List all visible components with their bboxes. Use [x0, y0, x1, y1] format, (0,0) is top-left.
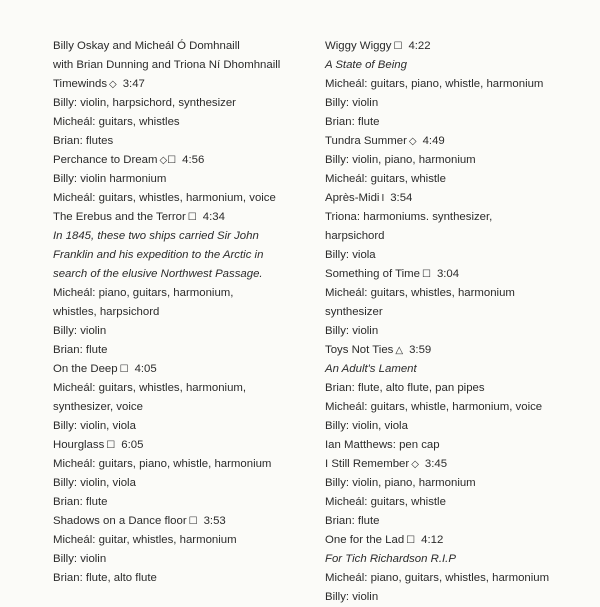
track-symbol-icon: ☐ — [421, 269, 431, 280]
credit-line: Brian: flute — [53, 344, 108, 356]
track-hourglass — [53, 436, 315, 512]
credit-line: Micheál: piano, guitars, whistles, harmonium — [325, 572, 550, 584]
track-title-line — [53, 360, 315, 379]
track-tundra-summer — [325, 132, 590, 189]
credit-line: Ian Matthews: pen cap — [325, 439, 440, 451]
track-duration: 4:22 — [408, 40, 431, 52]
credit-line: Micheál: guitars, whistle — [325, 496, 446, 508]
track-title: Perchance to Dream — [53, 154, 158, 166]
track-title-line — [53, 512, 315, 531]
track-duration: 4:56 — [182, 154, 205, 166]
credit-line: Billy: violin, harpsichord, synthesizer — [53, 97, 236, 109]
credit-line: synthesizer — [325, 306, 383, 318]
track-title: Shadows on a Dance floor — [53, 515, 187, 527]
track-title: The Erebus and the Terror — [53, 211, 186, 223]
credit-line: Billy: violin, piano, harmonium — [325, 154, 476, 166]
track-apr-s-midi — [325, 189, 590, 265]
credit-line: Micheál: guitars, whistles, harmonium, — [53, 382, 247, 394]
credit-line: whistles, harpsichord — [53, 306, 160, 318]
credit-line: Billy: violin — [325, 325, 379, 337]
credit-line: Billy: violin harmonium — [53, 173, 167, 185]
track-subtitle: For Tich Richardson R.I.P — [325, 553, 456, 565]
track-duration: 4:12 — [421, 534, 444, 546]
credit-line: Micheál: guitars, whistle — [325, 173, 446, 185]
track-title: Toys Not Ties — [325, 344, 394, 356]
credits-header — [53, 37, 315, 75]
track-title-line — [53, 151, 315, 170]
track-duration: 4:34 — [202, 211, 225, 223]
track-perchance-to-dream — [53, 151, 315, 208]
credit-line: Brian: flutes — [53, 135, 114, 147]
track-symbol-icon: ◇ — [408, 136, 417, 147]
credit-line: Brian: flute — [53, 496, 108, 508]
track-duration: 4:49 — [422, 135, 445, 147]
credit-line: Brian: flute, alto flute, pan pipes — [325, 382, 485, 394]
credit-line: Micheál: guitars, whistles, harmonium — [325, 287, 515, 299]
track-symbol-icon: ◇☐ — [159, 155, 177, 166]
track-symbol-icon: ☐ — [188, 516, 198, 527]
header-line: with Brian Dunning and Triona Ní Dhomhnaill — [53, 59, 281, 71]
track-title: Après-Midi — [325, 192, 380, 204]
credit-line: Brian: flute — [325, 515, 380, 527]
credit-line: Billy: violin — [53, 325, 107, 337]
track-title-line — [53, 208, 315, 227]
track-duration: 3:47 — [122, 78, 145, 90]
track-symbol-icon: ◇ — [109, 79, 117, 90]
credit-line: Billy: violin, piano, harmonium — [325, 477, 476, 489]
track-title: Timewinds — [53, 78, 108, 90]
track-title: On the Deep — [53, 363, 118, 375]
track-title-line — [53, 436, 315, 455]
track-symbol-icon: △ — [395, 345, 404, 356]
credit-line: Billy: violin — [53, 553, 107, 565]
track-title-line — [325, 189, 590, 208]
credit-line: Billy: violin — [325, 97, 379, 109]
credit-line: Billy: violin — [325, 591, 379, 603]
track-on-the-deep — [53, 360, 315, 436]
track-title: I Still Remember — [325, 458, 410, 470]
track-subtitle: A State of Being — [325, 59, 407, 71]
track-title: Hourglass — [53, 439, 105, 451]
header-line: Billy Oskay and Micheál Ó Domhnaill — [53, 40, 240, 52]
track-duration: 6:05 — [121, 439, 144, 451]
credit-line: Billy: viola — [325, 249, 376, 261]
track-title-line — [53, 75, 315, 94]
track-title-line — [325, 265, 590, 284]
credit-line: Brian: flute, alto flute — [53, 572, 157, 584]
track-subtitle: search of the elusive Northwest Passage. — [53, 268, 263, 280]
track-something-of-time — [325, 265, 590, 341]
track-symbol-icon: ☐ — [187, 212, 197, 223]
credit-line: Brian: flute — [325, 116, 380, 128]
track-title-line — [325, 455, 590, 474]
track-title: One for the Lad — [325, 534, 405, 546]
credit-line: Billy: violin, viola — [53, 420, 136, 432]
credit-line: Billy: violin, viola — [325, 420, 408, 432]
track-duration: 3:54 — [390, 192, 413, 204]
track-title: Something of Time — [325, 268, 420, 280]
track-shadows-on-a-dance-floor — [53, 512, 315, 588]
track-duration: 3:45 — [424, 458, 448, 470]
track-duration: 3:59 — [409, 344, 432, 356]
credit-line: Micheál: guitars, whistles — [53, 116, 180, 128]
track-symbol-icon: ☐ — [119, 364, 129, 375]
track-symbol-icon: ☐ — [393, 41, 403, 52]
track-subtitle: In 1845, these two ships carried Sir John — [53, 230, 259, 242]
credit-line: Billy: violin, viola — [53, 477, 136, 489]
track-toys-not-ties — [325, 341, 590, 455]
credit-line: Micheál: guitar, whistles, harmonium — [53, 534, 237, 546]
credit-line: synthesizer, voice — [53, 401, 143, 413]
credit-line: Micheál: guitars, whistles, harmonium, voice — [53, 192, 276, 204]
track-subtitle: Franklin and his expedition to the Arctic in — [53, 249, 264, 261]
credit-line: Micheál: guitars, piano, whistle, harmonium — [53, 458, 272, 470]
credit-line: harpsichord — [325, 230, 385, 242]
track-title: Tundra Summer — [325, 135, 407, 147]
right-column — [325, 37, 590, 607]
left-column — [53, 37, 315, 588]
track-title-line — [325, 37, 590, 56]
track-title-line — [325, 531, 590, 550]
track-symbol-icon: ☐ — [106, 440, 116, 451]
track-title-line — [325, 341, 590, 360]
track-one-for-the-lad — [325, 531, 590, 607]
credit-line: Micheál: guitars, piano, whistle, harmonium — [325, 78, 544, 90]
track-subtitle: An Adult's Lament — [325, 363, 417, 375]
track-wiggy-wiggy — [325, 37, 590, 132]
track-symbol-icon: ☐ — [406, 535, 416, 546]
track-symbol-icon: ◇ — [411, 459, 419, 470]
track-i-still-remember — [325, 455, 590, 531]
track-duration: 3:04 — [436, 268, 460, 280]
track-timewinds — [53, 75, 315, 151]
credit-line: Micheál: guitars, whistle, harmonium, voice — [325, 401, 543, 413]
track-title: Wiggy Wiggy — [325, 40, 392, 52]
credit-line: Triona: harmoniums. synthesizer, — [325, 211, 493, 223]
credit-line: Micheál: piano, guitars, harmonium, — [53, 287, 234, 299]
track-duration: 3:53 — [203, 515, 226, 527]
track-the-erebus-and-the-terror — [53, 208, 315, 360]
track-title-line — [325, 132, 590, 151]
track-symbol-icon: I — [381, 193, 385, 204]
track-duration: 4:05 — [134, 363, 157, 375]
